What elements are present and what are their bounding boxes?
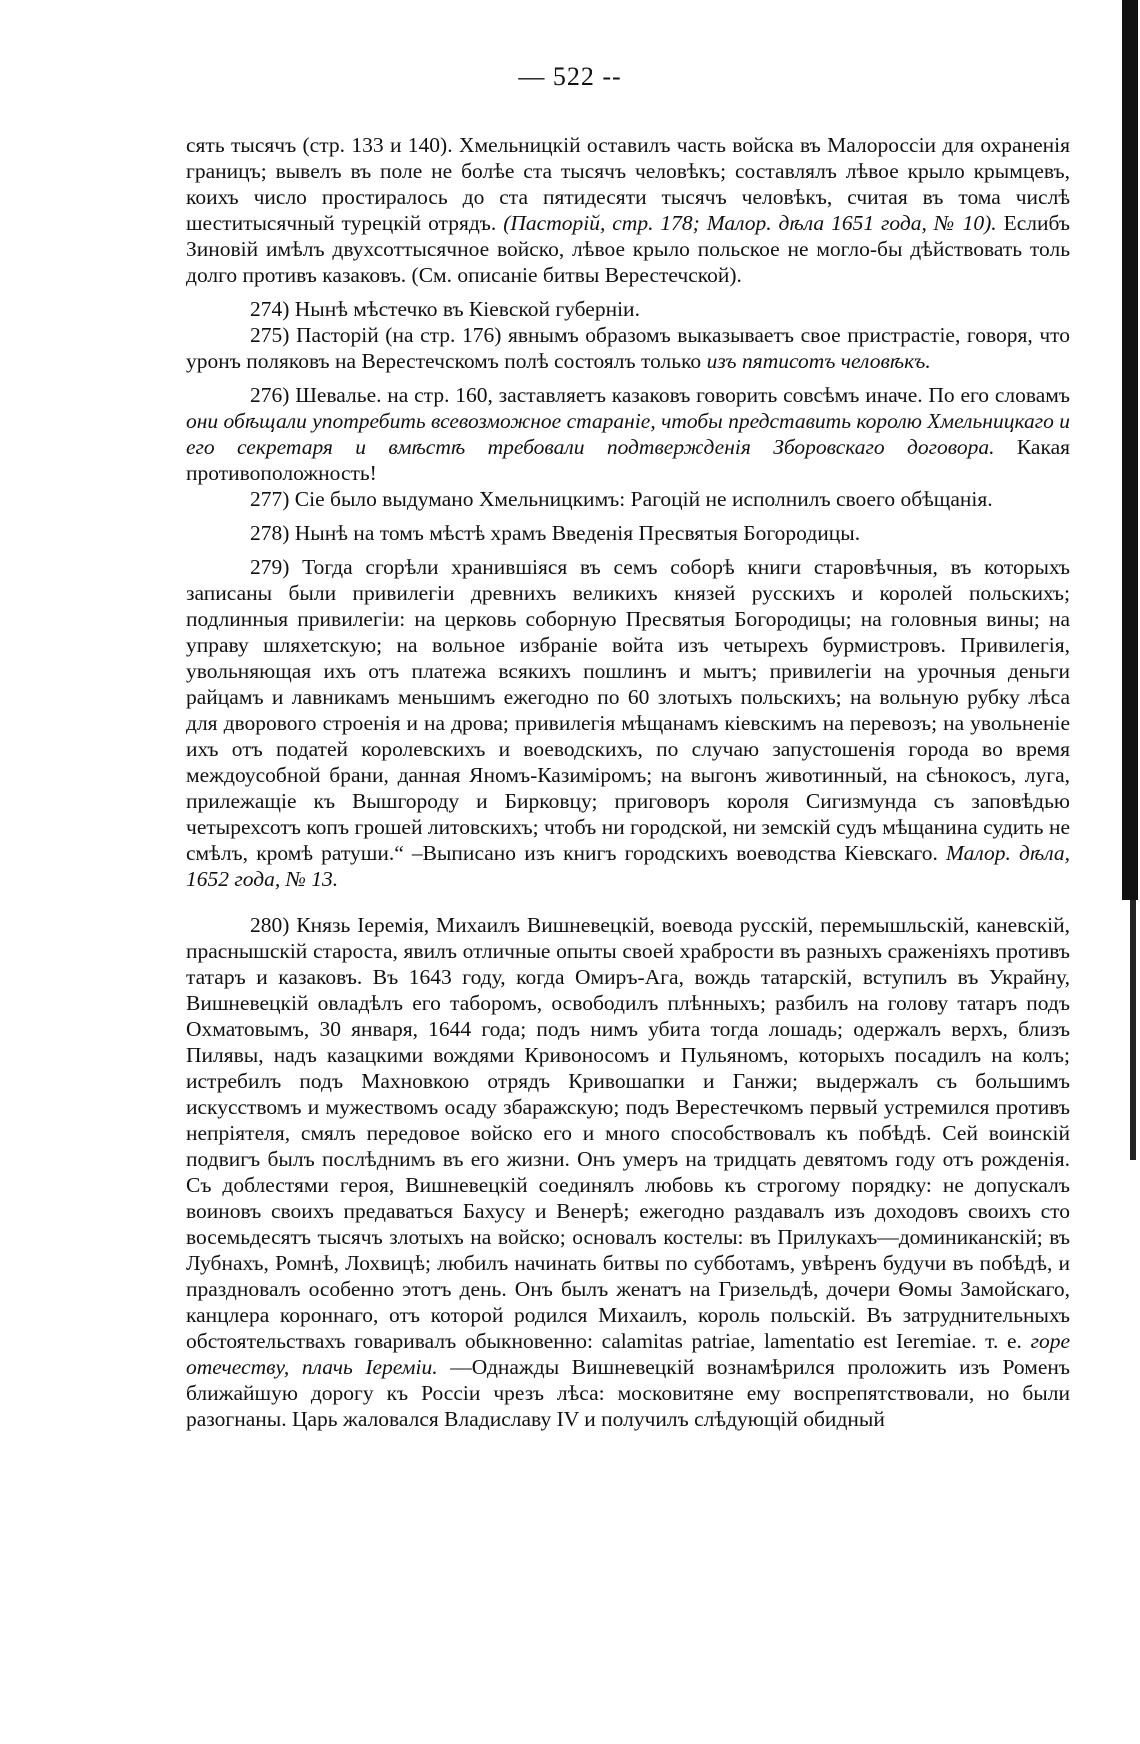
note-277: [186, 486, 1070, 512]
note-280: [186, 912, 1070, 1432]
note-italic: изъ пятисотъ человѣкъ.: [706, 349, 931, 373]
note-text: 277) Сіе было выдумано Хмельницкимъ: Рагоцій не исполнилъ своего обѣщанія.: [250, 487, 993, 511]
scan-edge-shadow: [1122, 0, 1138, 900]
paragraph-continuation: [186, 132, 1070, 288]
note-text: 280) Князь Іеремія, Михаилъ Вишневецкій, воевода русскій, перемышльскій, каневскій, праснышскій староста, явилъ отличные опыты своей храбрости въ разныхъ сраженіяхъ противъ татаръ и казаковъ. Въ 1643 году, когда Омиръ-Ага, вождь татарскій, вступилъ въ Украйну, Вишневецкій овладѣлъ его таборомъ, освободилъ плѣнныхъ; разбилъ на голову татаръ подъ Охматовымъ, 30 января, 1644 года; подъ нимъ убита тогда лошадь; одержалъ верхъ, близъ Пилявы, надъ казацкими вождями Кривоносомъ и Пульяномъ, которыхъ посадилъ на колъ; истребилъ подъ Махновкою отрядъ Кривошапки и Ганжи; выдержалъ съ большимъ искусствомъ и мужествомъ осаду збаражскую; подъ Верестечкомъ первый устремился противъ непріятеля, смялъ передовое войско его и много способствовалъ къ побѣдѣ. Сей воинскій подвигъ былъ послѣднимъ въ его жизни. Онъ умеръ на тридцать девятомъ году отъ рожденія. Съ доблестями героя, Вишневецкій соединялъ любовь къ строгому порядку: не допускалъ воиновъ своихъ предаваться Бахусу и Венерѣ; ежегодно раздавалъ изъ доходовъ своихъ сто восемьдесятъ тысячъ злотыхъ на войско; основалъ костелы: въ Прилукахъ—доминиканскій; въ Лубнахъ, Ромнѣ, Лохвицѣ; любилъ начинать битвы по субботамъ, увѣренъ будучи въ побѣдѣ, и праздновалъ особенно этотъ день. Онъ былъ женатъ на Гризельдѣ, дочери Ѳомы Замойскаго, канцлера короннаго, отъ которой родился Михаилъ, король польскій. Въ затруднительныхъ обстоятельствахъ говаривалъ обыкновенно: calamitas patriae, lamentatio est Ieremiae. т. е.: [186, 913, 1070, 1353]
scan-edge-shadow-lower: [1130, 900, 1136, 1160]
note-276: [186, 382, 1070, 486]
note-278: [186, 520, 1070, 546]
note-279: [186, 554, 1070, 892]
paragraph-text: сять тысячъ (стр. 133 и 140). Хмельницкій оставилъ часть войска въ Малороссіи для охраненія границъ; вывелъ въ поле не болѣе ста тысячъ человѣкъ; составлялъ лѣвое крыло крымцевъ, коихъ число простиралось до ста пятидесяти тысячъ человѣкъ, считая въ тома числѣ шеститысячный турецкій отрядъ.: [186, 133, 1070, 235]
note-italic: Малор. дѣла, 1652 года, № 13.: [186, 841, 1070, 891]
note-274: [186, 296, 1070, 322]
note-italic: они обѣщали употребить всевозможное стараніе, чтобы представить королю Хмельницкаго и его секретаря и вмѣстѣ требовали подтвержденія Зборовскаго договора.: [186, 409, 1070, 459]
body-text: [186, 132, 1070, 1432]
page-number: — 522 --: [518, 62, 622, 91]
note-text-tail: —Однажды Вишневецкій вознамѣрился проложить изъ Роменъ ближайшую дорогу къ Россіи чрезъ лѣса: московитяне ему воспрепятствовали, но были разогнаны. Царь жаловался Владиславу IV и получилъ слѣдующій обидный: [186, 1355, 1070, 1431]
note-text-tail: Какая противоположность!: [186, 435, 1070, 485]
note-text: 276) Шевалье. на стр. 160, заставляетъ казаковъ говорить совсѣмъ иначе. По его словамъ: [250, 383, 1070, 407]
note-text: 274) Нынѣ мѣстечко въ Кіевской губерніи.: [250, 297, 640, 321]
note-italic: горе отечеству, плачь Іереміи.: [186, 1329, 1070, 1379]
paragraph-text-tail: Еслибъ Зиновій имѣлъ двухсоттысячное войско, лѣвое крыло польское не могло-бы дѣйствовать толь долго противъ казаковъ. (См. описаніе битвы Верестечской).: [186, 211, 1070, 287]
note-text: 279) Тогда сгорѣли хранившіяся въ семъ соборѣ книги старовѣчныя, въ которыхъ записаны были привилегіи древнихъ великихъ князей русскихъ и королей польскихъ; подлинныя привилегіи: на церковь соборную Пресвятыя Богородицы; на головныя вины; на управу шляхетскую; на вольное избраніе войта изъ четырехъ бурмистровъ. Привилегія, увольняющая ихъ отъ платежа всякихъ пошлинъ и мытъ; привилегіи на урочныя деньги райцамъ и лавникамъ меньшимъ ежегодно по 60 злотыхъ польскихъ; на вольную рубку лѣса для дворового строенія и на дрова; привилегія мѣщанамъ кіевскимъ на перевозъ; на увольненіе ихъ отъ податей королевскихъ и воеводскихъ, по случаю запустошенія города во время междоусобной брани, данная Яномъ-Казиміромъ; на выгонъ животинный, на сѣнокосъ, луга, прилежащіе къ Вышгороду и Бирковцу; приговоръ короля Сигизмунда съ заповѣдью четырехсотъ копъ грошей литовскихъ; чтобъ ни городской, ни земскій судъ мѣщанина судить не смѣлъ, кромѣ ратуши.“ –Выписано изъ книгъ городскихъ воеводства Кіевскаго.: [186, 555, 1070, 865]
note-text: 278) Нынѣ на томъ мѣстѣ храмъ Введенія Пресвятыя Богородицы.: [250, 521, 861, 545]
note-275: [186, 322, 1070, 374]
note-text: 275) Пасторій (на стр. 176) явнымъ образомъ выказываетъ свое пристрастіе, говоря, что уронъ поляковъ на Верестечскомъ полѣ состоялъ только: [186, 323, 1070, 373]
citation: (Пасторій, стр. 178; Малор. дѣла 1651 года, № 10).: [503, 211, 997, 235]
